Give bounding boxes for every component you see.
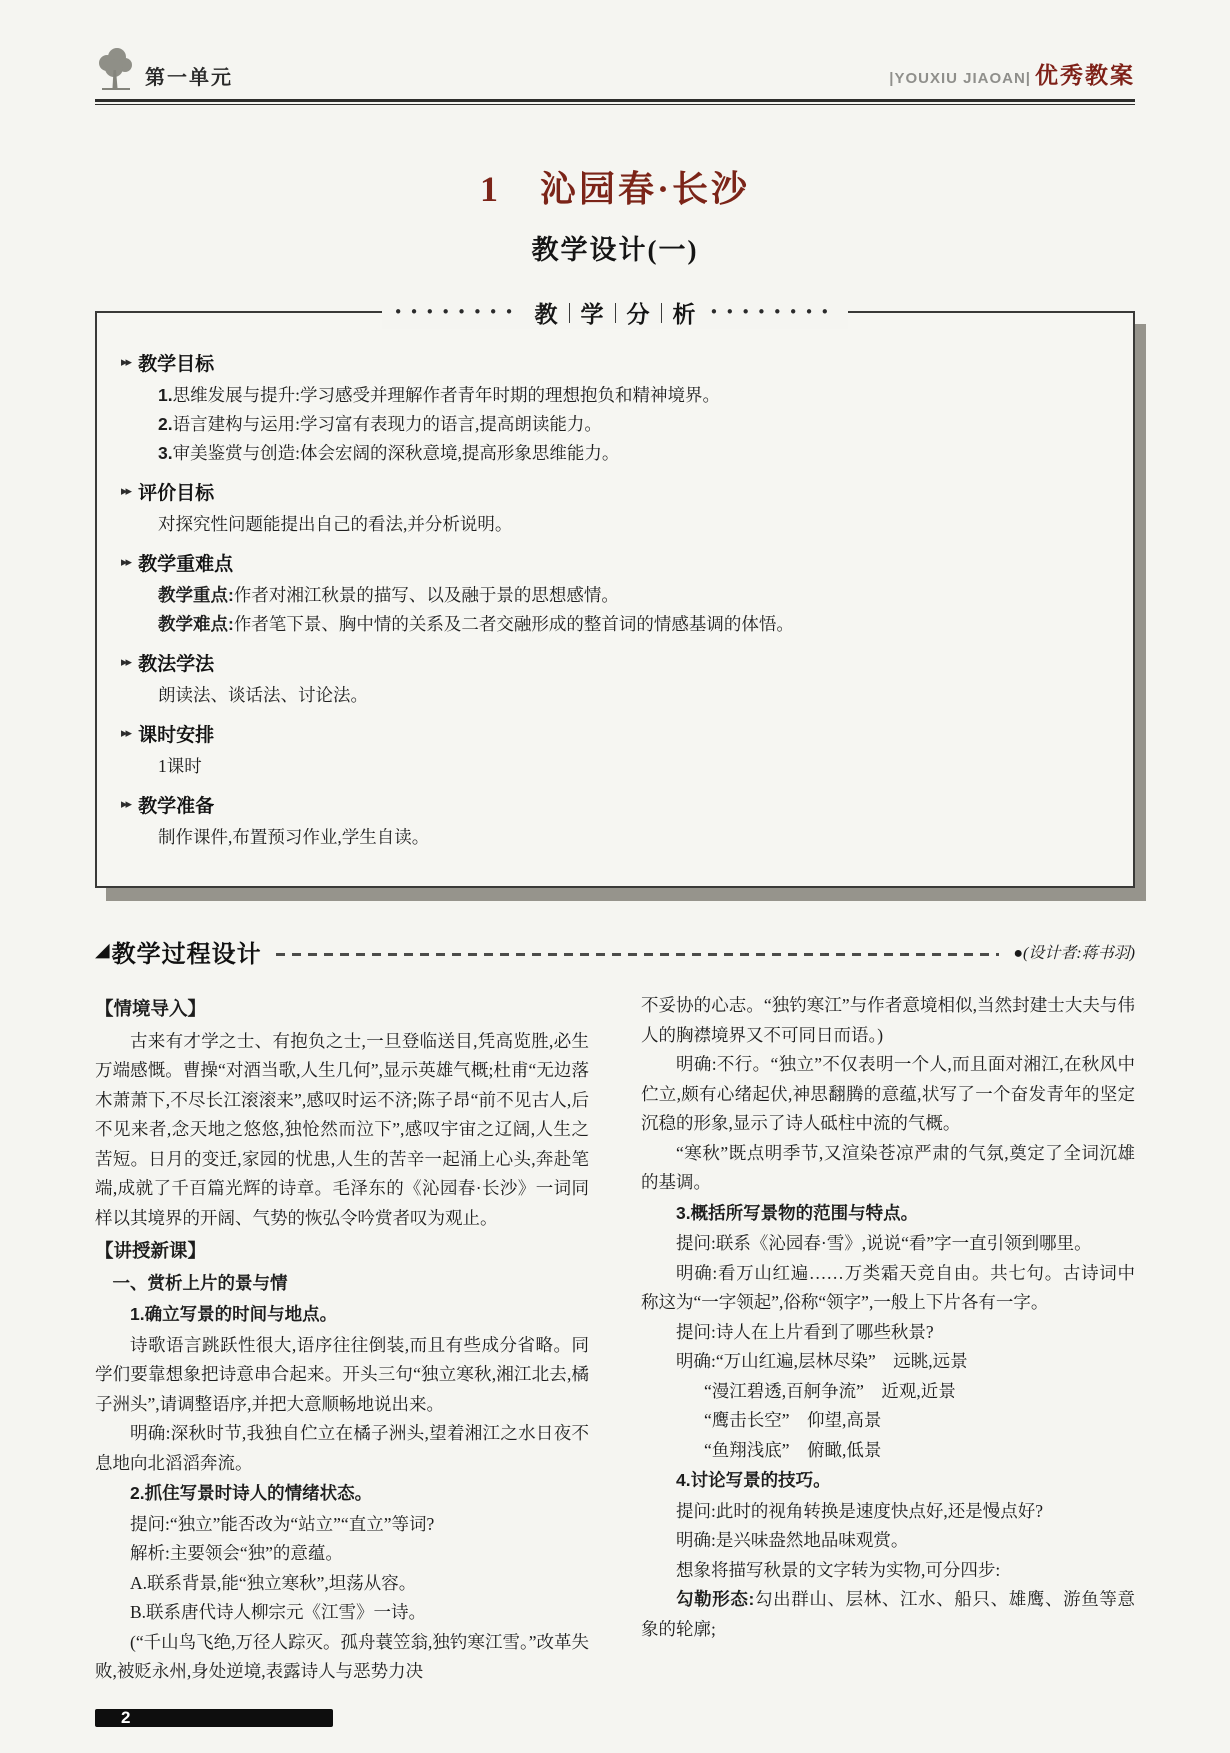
paragraph: 提问:“独立”能否改为“站立”“直立”等词? (130, 1513, 435, 1534)
analysis-section-lines (121, 581, 1107, 639)
analysis-line: 朗读法、谈话法、讨论法。 (158, 685, 368, 705)
analysis-section-heading (121, 549, 1107, 576)
numbered-point-heading: 1.确立写景的时间与地点。 (130, 1304, 338, 1324)
paragraph: 诗歌语言跳跃性很大,语序往往倒装,而且有些成分省略。同学们要靠想象把诗意串合起来。开头三句“独立寒秋,湘江北去,橘子洲头”,请调整语序,并把大意顺畅地说出来。 (95, 1334, 589, 1414)
paragraph: 解析:主要领会“独”的意蕴。 (130, 1543, 343, 1563)
paragraph: 提问:联系《沁园春·雪》,说说“看”字一直引领到哪里。 (676, 1233, 1092, 1253)
analysis-section-heading (121, 349, 1107, 376)
dashed-divider (276, 953, 1000, 956)
stage-heading: 【讲授新课】 (95, 1240, 207, 1261)
paragraph: “鹰击长空” 仰望,高景 (704, 1410, 882, 1430)
header-brand (889, 57, 1135, 92)
analysis-section-lines (121, 752, 1107, 781)
paragraph: B.联系唐代诗人柳宗元《江雪》一诗。 (130, 1602, 427, 1622)
analysis-sections (121, 349, 1107, 852)
analysis-section-label: 教学目标 (138, 354, 215, 375)
analysis-line: 教学重点:作者对湘江秋景的描写、以及融于景的思想感情。 (158, 585, 619, 605)
paragraph: 想象将描写秋景的文字转为实物,可分四步: (676, 1559, 1001, 1580)
dots-right-decoration: •••••••• (709, 302, 837, 321)
analysis-section-lines (121, 510, 1107, 539)
double-arrow-bullet-icon: ▸▸ (121, 795, 131, 811)
tree-logo-icon (95, 48, 135, 92)
footer-bar (95, 1709, 333, 1727)
analysis-section (121, 349, 1107, 468)
analysis-section-label: 评价目标 (138, 483, 215, 504)
double-arrow-bullet-icon: ▸▸ (121, 724, 131, 740)
dots-left-decoration: •••••••• (393, 302, 521, 321)
right-column (615, 991, 1135, 1687)
analysis-section (121, 549, 1107, 639)
brand-name: 优秀教案 (1035, 62, 1135, 88)
analysis-section (121, 720, 1107, 781)
analysis-line: 教学难点:作者笔下景、胸中情的关系及二者交融形成的整首词的情感基调的体悟。 (158, 614, 794, 634)
sub-section-heading: 一、赏析上片的景与情 (112, 1272, 288, 1293)
paragraph: 明确:是兴味盎然地品味观赏。 (676, 1530, 909, 1550)
analysis-section-lines (121, 823, 1107, 852)
analysis-heading-text: 教 学 分 析 (534, 301, 696, 327)
designer-credit: ●(设计者:蒋书羽) (1013, 945, 1135, 962)
analysis-section-label: 课时安排 (138, 725, 215, 746)
paragraph: 明确:不行。“独立”不仅表明一个人,而且面对湘江,在秋风中伫立,颇有心绪起伏,神思翻腾的意蕴,状写了一个奋发青年的坚定沉稳的形象,显示了诗人砥柱中流的气概。 (641, 1054, 1135, 1133)
analysis-section-lines (121, 681, 1107, 710)
paragraph: 提问:诗人在上片看到了哪些秋景? (676, 1321, 934, 1342)
analysis-section-label: 教法学法 (138, 654, 215, 675)
analysis-section-heading (121, 791, 1107, 818)
paragraph: 提问:此时的视角转换是速度快点好,还是慢点好? (676, 1500, 1044, 1521)
paragraph: 勾勒形态:勾出群山、层林、江水、船只、雄鹰、游鱼等意象的轮廓; (641, 1589, 1136, 1639)
numbered-point-heading: 4.讨论写景的技巧。 (676, 1470, 831, 1490)
numbered-point-heading: 2.抓住写景时诗人的情绪状态。 (130, 1483, 373, 1503)
analysis-box (95, 301, 1135, 888)
double-arrow-bullet-icon: ▸▸ (121, 353, 131, 369)
page-footer (95, 1709, 1135, 1727)
numbered-point-heading: 3.概括所写景物的范围与特点。 (676, 1202, 919, 1223)
page-header (95, 0, 1135, 92)
page-number: 2 (121, 1707, 131, 1727)
analysis-line: 2.语言建构与运用:学习富有表现力的语言,提高朗读能力。 (158, 414, 602, 434)
double-arrow-bullet-icon: ▸▸ (121, 653, 131, 669)
process-design-header (95, 934, 1135, 969)
analysis-line: 制作课件,布置预习作业,学生自读。 (158, 827, 430, 847)
analysis-section-heading (121, 720, 1107, 747)
analysis-line: 3.审美鉴赏与创造:体会宏阔的深秋意境,提高形象思维能力。 (158, 443, 620, 463)
process-heading: 教学过程设计 (111, 941, 262, 968)
analysis-section-label: 教学准备 (138, 796, 215, 817)
unit-label: 第一单元 (145, 67, 233, 89)
header-rule (95, 99, 1135, 105)
analysis-section-heading (121, 649, 1107, 676)
paragraph: 明确:看万山红遍……万类霜天竞自由。共七句。古诗词中称这为“一字领起”,俗称“领字”,一般上下片各有一字。 (641, 1262, 1135, 1312)
triangle-marker-icon: ◢ (95, 940, 110, 961)
lesson-subtitle: 教学设计(一) (531, 235, 699, 265)
teaching-analysis-section (95, 301, 1135, 888)
analysis-section-heading (121, 478, 1107, 505)
paragraph: 明确:深秋时节,我独自伫立在橘子洲头,望着湘江之水日夜不息地向北滔滔奔流。 (95, 1423, 589, 1473)
paragraph: 古来有才学之士、有抱负之士,一旦登临送目,凭高览胜,必生万端感慨。曹操“对酒当歌,人生几何”,显示英雄气概;杜甫“无边落木萧萧下,不尽长江滚滚来”,感叹时运不济;陈子昂“前不见古人,后不见来者,念天地之悠悠,独怆然而泣下”,感叹宇宙之辽阔,人生之苦短。日月的变迁,家园的忧患,人生的苦辛一起涌上心头,奔赴笔端,成就了千百篇光辉的诗章。毛泽东的《沁园春·长沙》一词同样以其境界的开阔、气势的恢弘令吟赏者叹为观止。 (95, 1030, 589, 1228)
paragraph: (“千山鸟飞绝,万径人踪灭。孤舟蓑笠翁,独钓寒江雪。”改革失败,被贬永州,身处逆境,表露诗人与恶势力决 (95, 1631, 589, 1681)
analysis-line: 1课时 (158, 756, 202, 776)
brand-pinyin: |YOUXIU JIAOAN| (889, 70, 1031, 87)
analysis-line: 对探究性问题能提出自己的看法,并分析说明。 (158, 514, 513, 534)
stage-heading: 【情境导入】 (95, 998, 207, 1019)
analysis-line: 1.思维发展与提升:学习感受并理解作者青年时期的理想抱负和精神境界。 (158, 385, 720, 405)
double-arrow-bullet-icon: ▸▸ (121, 553, 131, 569)
analysis-section (121, 791, 1107, 852)
paragraph: “漫江碧透,百舸争流” 近观,近景 (704, 1380, 956, 1401)
paragraph: 不妥协的心志。“独钓寒江”与作者意境相似,当然封建士大夫与伟人的胸襟境界又不可同日而语。) (641, 995, 1135, 1045)
header-left (95, 48, 233, 92)
double-arrow-bullet-icon: ▸▸ (121, 482, 131, 498)
lesson-body-columns (95, 991, 1135, 1687)
analysis-section-lines (121, 381, 1107, 468)
analysis-section (121, 649, 1107, 710)
paragraph: A.联系背景,能“独立寒秋”,坦荡从容。 (130, 1572, 417, 1593)
analysis-section-label: 教学重难点 (138, 554, 234, 575)
analysis-section (121, 478, 1107, 539)
paragraph: “寒秋”既点明季节,又渲染苍凉严肃的气氛,奠定了全词沉雄的基调。 (641, 1142, 1135, 1192)
paragraph: “鱼翔浅底” 俯瞰,低景 (704, 1439, 882, 1460)
left-column (95, 991, 615, 1687)
analysis-box-heading (97, 296, 1133, 329)
paragraph: 明确:“万山红遍,层林尽染” 远眺,远景 (676, 1351, 968, 1371)
lesson-title: 1 沁园春·长沙 (479, 169, 750, 209)
